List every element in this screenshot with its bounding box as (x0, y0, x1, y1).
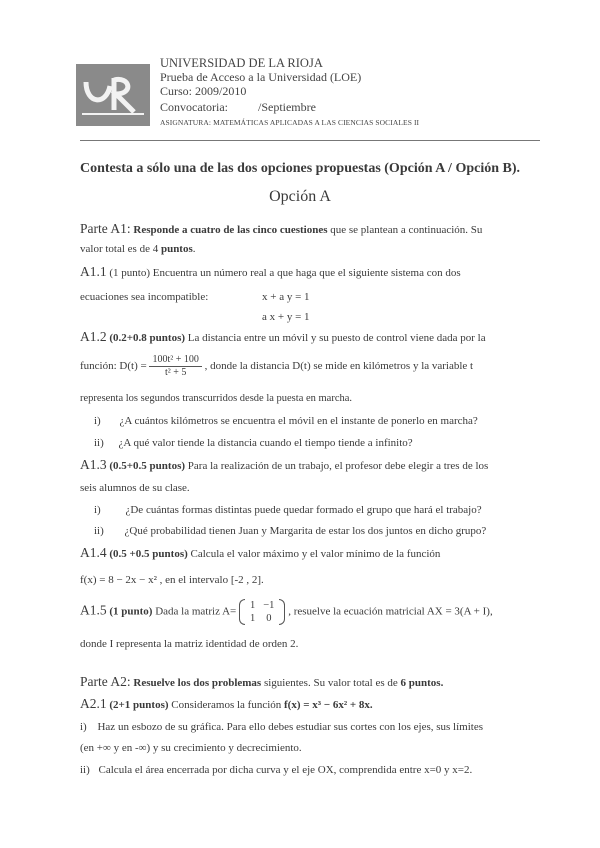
question-number: A1.3 (80, 457, 107, 472)
question-number: A2.1 (80, 696, 107, 711)
question-a1-1-line2: ecuaciones sea incompatible: (80, 291, 209, 303)
question-a1-3-part-i (94, 503, 482, 517)
header-divider (80, 140, 540, 141)
equation-1: x + a y = 1 (262, 291, 310, 303)
question-a1-2-function (80, 354, 473, 379)
part-label: ii) (94, 437, 104, 449)
matrix-cell: −1 (263, 600, 275, 611)
question-number: A1.1 (80, 264, 107, 279)
parte-a1-intro (80, 222, 482, 237)
question-text: Dada la matriz A= (155, 605, 237, 618)
question-number: A1.5 (80, 602, 107, 618)
question-text: Calcula el valor máximo y el valor mínimo de la función (190, 548, 441, 560)
distance-fraction (149, 354, 201, 379)
question-a1-3-line2: seis alumnos de su clase. (80, 482, 190, 494)
question-text-post: , resuelve la ecuación matricial AX = 3(A + I), (288, 605, 493, 618)
parte-a2-heading: Parte A2: (80, 674, 131, 689)
question-number: A1.2 (80, 329, 107, 344)
university-logo (76, 64, 150, 126)
parte-a1-intro-line2 (80, 242, 196, 256)
question-a1-1 (80, 265, 461, 280)
function-suffix: , donde la distancia D(t) se mide en kilómetros y la variable t (204, 360, 474, 373)
exam-name: Prueba de Acceso a la Universidad (LOE) (160, 70, 362, 84)
question-a1-3-part-ii (94, 524, 486, 538)
intro-points: puntos (160, 243, 193, 255)
part-text: ¿De cuántas formas distintas puede quedar formado el grupo que hará el trabajo? (125, 504, 482, 516)
part-text: ¿A qué valor tiende la distancia cuando el tiempo tiende a infinito? (118, 437, 413, 449)
question-number: A1.4 (80, 545, 107, 560)
question-a2-1-part-ii (80, 763, 472, 777)
intro-period: . (192, 243, 196, 255)
question-a1-5 (80, 599, 493, 625)
parte-a1-heading-rest: Responde a cuatro de las cinco cuestiones (133, 224, 328, 236)
question-a1-2-line3: representa los segundos transcurridos desde la puesta en marcha. (80, 393, 353, 404)
part-label: ii) (80, 764, 90, 776)
question-a1-4-line2: f(x) = 8 − 2x − x² , en el intervalo [-2 , 2]. (80, 574, 264, 586)
question-a1-2-part-i (94, 414, 478, 428)
course: Curso: 2009/2010 (160, 84, 247, 98)
question-a1-2-part-ii (94, 436, 413, 450)
part-text: Haz un esbozo de su gráfica. Para ello debes estudiar sus cortes con los ejes, sus límites (97, 721, 483, 733)
matrix-cell: 1 (250, 600, 256, 611)
question-points: (1 punto) (109, 605, 153, 618)
question-points: (0.5+0.5 puntos) (109, 460, 186, 472)
parte-a2-points: 6 puntos. (400, 677, 444, 689)
parte-a2-intro (80, 675, 443, 690)
part-label: i) (94, 504, 101, 516)
university-name: UNIVERSIDAD DE LA RIOJA (160, 56, 323, 70)
part-text: Calcula el área encerrada por dicha curva y el eje OX, comprendida entre x=0 y x=2. (98, 764, 473, 776)
fraction-numerator: 100t² + 100 (149, 354, 201, 367)
question-text: Para la realización de un trabajo, el profesor debe elegir a tres de los (187, 460, 489, 472)
part-label: ii) (94, 525, 104, 537)
subject: ASIGNATURA: MATEMÁTICAS APLICADAS A LAS CIENCIAS SOCIALES II (160, 118, 420, 127)
matrix-cell: 0 (266, 613, 272, 624)
question-a2-1-part-i (80, 720, 483, 734)
question-points: (0.2+0.8 puntos) (109, 332, 186, 344)
parte-a2-mid: siguientes. Su valor total es de (263, 677, 398, 689)
question-points: (1 punto) (109, 267, 151, 279)
question-a1-4 (80, 546, 440, 561)
question-points: (0.5 +0.5 puntos) (109, 548, 188, 560)
function-prefix: función: D(t) = (80, 360, 147, 373)
part-text: ¿Qué probabilidad tienen Juan y Margarita de estar los dos juntos en dicho grupo? (124, 525, 487, 537)
question-a1-5-line2: donde I representa la matriz identidad de orden 2. (80, 638, 299, 650)
matrix-cell: 1 (250, 613, 256, 624)
question-points: (2+1 puntos) (109, 699, 169, 711)
question-a2-1 (80, 697, 373, 712)
question-text: La distancia entre un móvil y su puesto de control viene dada por la (187, 332, 486, 344)
part-text: ¿A cuántos kilómetros se encuentra el móvil en el instante de ponerlo en marcha? (119, 415, 478, 427)
logo-mark-icon (76, 64, 150, 126)
equation-system (262, 290, 310, 324)
part-label: i) (94, 415, 101, 427)
question-a1-2 (80, 330, 486, 345)
question-a2-1-part-i-line2: (en +∞ y en -∞) y su crecimiento y decrecimiento. (80, 742, 302, 754)
intro-text: valor total es de 4 (80, 243, 159, 255)
question-text: Consideramos la función (171, 699, 282, 711)
session: Convocatoria: /Septiembre (160, 100, 316, 114)
function-expression: f(x) = x³ − 6x² + 8x. (284, 699, 373, 711)
parte-a2-heading-rest: Resuelve los dos problemas (133, 677, 262, 689)
equation-2: a x + y = 1 (262, 311, 310, 323)
parte-a1-heading: Parte A1: (80, 221, 131, 236)
matrix-a (239, 599, 285, 625)
fraction-denominator: t² + 5 (164, 367, 187, 378)
parte-a1-intro-tail: que se plantean a continuación. Su (330, 224, 483, 236)
question-a1-3 (80, 458, 488, 473)
instructions: Contesta a sólo una de las dos opciones propuestas (Opción A / Opción B). (79, 161, 521, 176)
question-text: Encuentra un número real a que haga que el siguiente sistema con dos (152, 267, 461, 279)
option-title: Opción A (269, 188, 331, 205)
part-label: i) (80, 721, 87, 733)
